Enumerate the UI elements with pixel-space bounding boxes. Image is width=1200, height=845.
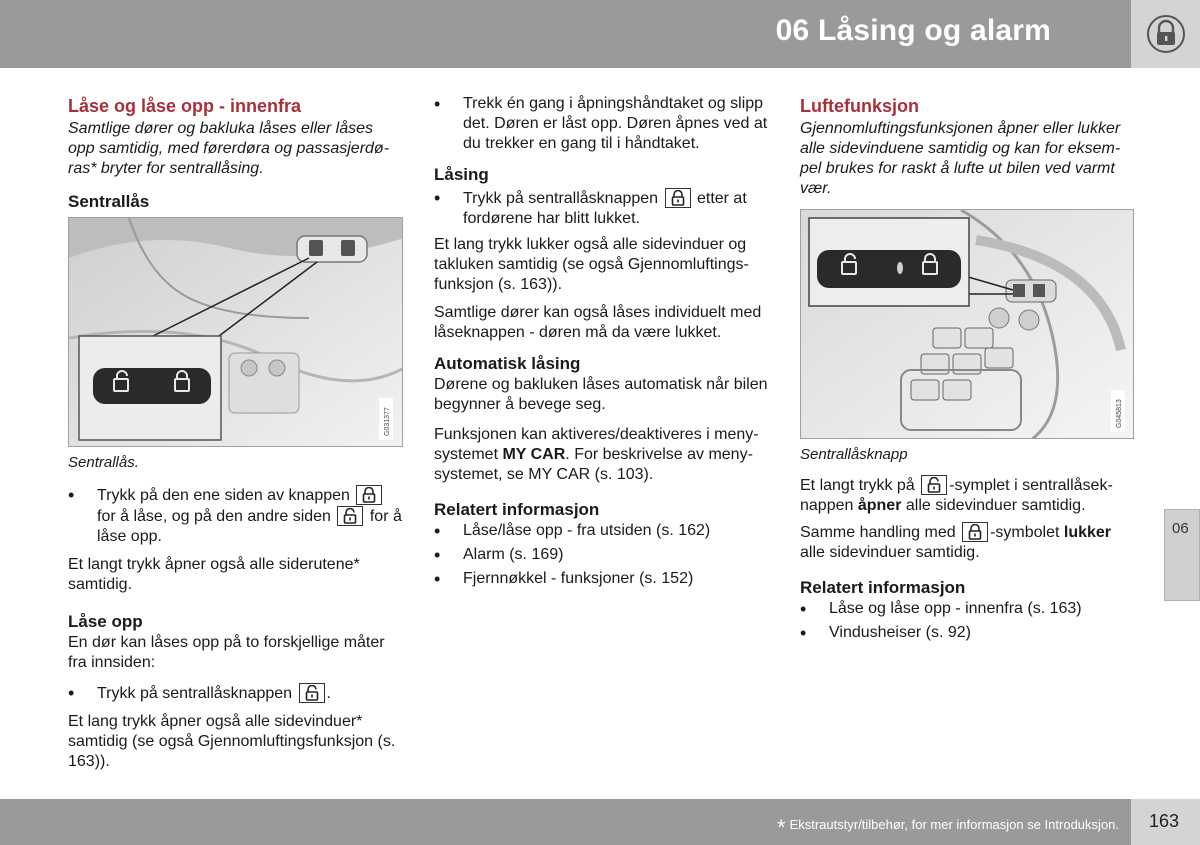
figure-code: G045813 (1116, 399, 1123, 428)
unlock-button-icon (337, 506, 363, 526)
page-header (0, 0, 1131, 68)
column-3 (800, 94, 1135, 643)
paragraph: Et lang trykk lukker også alle sidevinduer og takluken samtidig (se også Gjennomluftings-funksjon (s. 163)). (434, 236, 749, 293)
door-panel-illustration (801, 210, 1134, 439)
central-lock-figure (68, 217, 403, 447)
related-link[interactable]: • Fjernnøkkel - funksjoner (s. 152) (434, 569, 769, 589)
paragraph: Et lang trykk åpner også alle sidevinduer* samtidig (se også Gjennomluftingsfunksjon (s. 163)). (68, 713, 396, 770)
paragraph: Samme handling med -symbolet lukker alle sidevinduer samtidig. (800, 524, 1112, 561)
paragraph: Dørene og bakluken låses automatisk når bilen begynner å bevege seg. (434, 376, 768, 413)
lock-button-icon (356, 485, 382, 505)
figure-caption: Sentrallåsknapp (800, 446, 908, 463)
figure-code: G031377 (384, 407, 391, 436)
column-1 (68, 94, 403, 772)
section-heading: Låse og låse opp - innenfra (68, 96, 302, 116)
paragraph: Et langt trykk på -symplet i sentrallåsek-nappen åpner alle sidevinduer samtidig. (800, 477, 1113, 514)
subheading-lasing: Låsing (434, 165, 489, 184)
section-heading: Luftefunksjon (800, 96, 919, 116)
padlock-icon (1147, 14, 1185, 54)
section-intro: Samtlige dører og bakluka låses eller låses opp samtidig, med førerdøra og passasjerdø-ras* bryter for sentrallåsing. (68, 120, 390, 177)
related-link[interactable]: • Låse og låse opp - innenfra (s. 163) (800, 599, 1135, 619)
subheading-automatisk-lasing: Automatisk låsing (434, 354, 581, 373)
related-link[interactable]: • Vindusheiser (s. 92) (800, 623, 1135, 643)
lock-button-icon (962, 522, 988, 542)
lock-button-icon (665, 188, 691, 208)
central-lock-illustration (69, 218, 403, 447)
paragraph: Funksjonen kan aktiveres/deaktiveres i meny-systemet MY CAR. For beskrivelse av meny-systemet, se MY CAR (s. 103). (434, 426, 759, 483)
chapter-icon-box (1131, 0, 1200, 68)
column-2 (434, 94, 769, 589)
related-link[interactable]: • Låse/låse opp - fra utsiden (s. 162) (434, 521, 769, 541)
section-intro: Gjennomluftingsfunksjonen åpner eller lukker alle sidevinduene samtidig og kan for eksem-pel brukes for raskt å lufte ut bilen ved varmt vær. (800, 120, 1121, 197)
figure-caption: Sentrallås. (68, 454, 139, 471)
paragraph: En dør kan låses opp på to forskjellige måter fra innsiden: (68, 634, 385, 671)
subheading-lase-opp: Låse opp (68, 612, 143, 631)
unlock-button-icon (921, 475, 947, 495)
list-item: • Trekk én gang i åpningshåndtaket og slipp det. Døren er låst opp. Døren åpnes ved at du trekker en gang til i håndtaket. (434, 94, 769, 154)
related-link[interactable]: • Alarm (s. 169) (434, 545, 769, 565)
subheading-related: Relatert informasjon (800, 578, 966, 597)
page-footer (0, 799, 1131, 845)
paragraph: Samtlige dører kan også låses individuelt med låseknappen - døren må da være lukket. (434, 304, 762, 341)
chapter-side-tab[interactable] (1164, 509, 1200, 601)
list-item: • Trykk på sentrallåsknappen etter at fordørene har blitt lukket. (434, 188, 769, 229)
side-tab-label: 06 (1172, 520, 1189, 537)
list-item: • Trykk på den ene siden av knappen for å låse, og på den andre siden for å låse opp. (68, 485, 403, 547)
subheading-related: Relatert informasjon (434, 500, 600, 519)
door-panel-figure (800, 209, 1134, 439)
paragraph: Et langt trykk åpner også alle siderutene* samtidig. (68, 556, 360, 593)
page-number-box (1131, 799, 1200, 845)
page-number: 163 (1149, 811, 1180, 831)
chapter-title: 06 Låsing og alarm (775, 14, 1051, 47)
subheading-sentrallas: Sentrallås (68, 192, 150, 211)
unlock-button-icon (299, 683, 325, 703)
footnote: * Ekstrautstyr/tilbehør, for mer informasjon se Introduksjon. (776, 815, 1119, 840)
list-item: • Trykk på sentrallåsknappen . (68, 683, 403, 704)
